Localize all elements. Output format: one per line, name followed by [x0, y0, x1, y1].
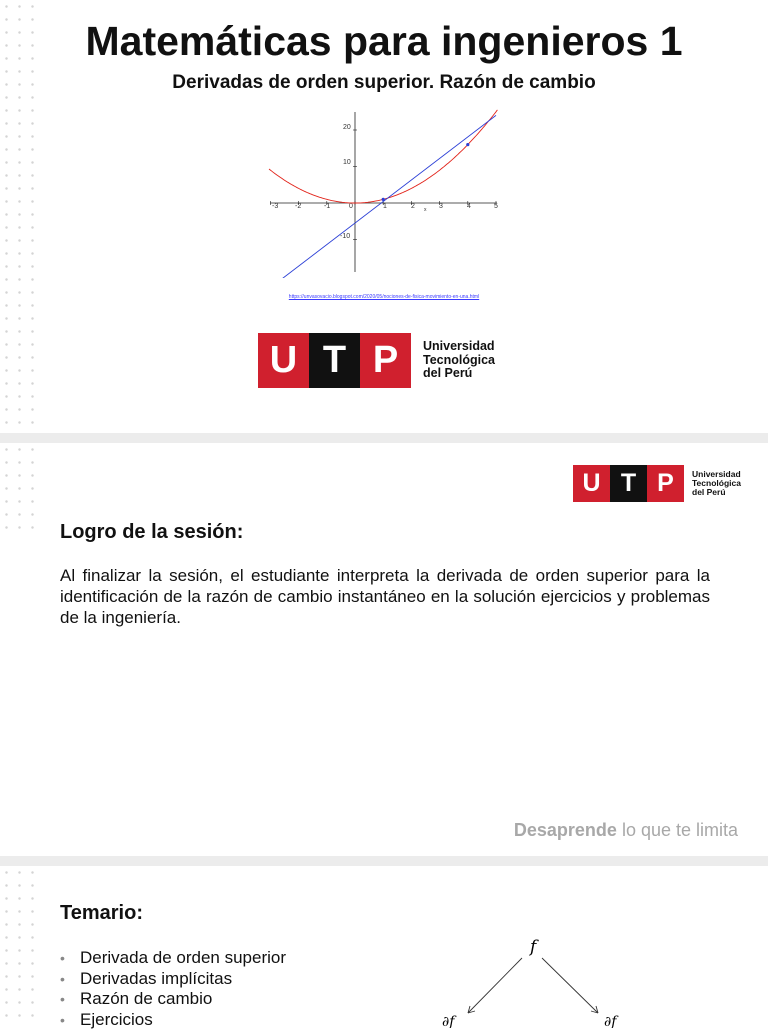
page-subtitle: Derivadas de orden superior. Razón de cambio — [0, 72, 768, 94]
utp-logo-letters — [258, 333, 411, 388]
slide-separator — [0, 433, 768, 443]
list-item: • Ejercicios — [60, 1010, 286, 1030]
y-tick-label: 10 — [343, 159, 351, 166]
tagline-bold: Desaprende — [514, 820, 617, 840]
utp-logo-letters — [573, 465, 684, 502]
utp-logo-small — [573, 465, 741, 502]
tree-branch-right — [542, 958, 598, 1013]
logo-letter-p: P — [647, 465, 684, 502]
list-item: • Razón de cambio — [60, 989, 286, 1010]
university-name-line: Tecnológica — [692, 479, 741, 488]
dot-pattern — [0, 443, 38, 533]
list-item: • Derivadas implícitas — [60, 969, 286, 990]
x-tick-label: 5 — [494, 203, 498, 210]
tick-marks — [270, 130, 496, 240]
slide-separator — [0, 856, 768, 866]
utp-logo — [258, 333, 495, 388]
university-name-line: Universidad — [692, 470, 741, 479]
y-tick-label: -10 — [340, 233, 350, 240]
function-curve — [269, 110, 497, 203]
x-tick-label: 2 — [411, 203, 415, 210]
intersection-point — [382, 198, 385, 201]
tree-branch-left — [468, 958, 522, 1013]
logo-letter-t: T — [610, 465, 647, 502]
tree-left-label: ∂f — [442, 1014, 457, 1028]
university-name-line: Universidad — [423, 340, 495, 354]
slide-title — [0, 0, 768, 433]
agenda-heading: Temario: — [60, 902, 143, 925]
objective-paragraph: Al finalizar la sesión, el estudiante interpreta la derivada de orden superior para la identificación de la razón de cambio instantáneo en la solución ejercicios y problemas de la ingeniería. — [60, 565, 710, 628]
tree-root-label: f — [528, 937, 539, 957]
tangent-line — [270, 115, 496, 278]
y-tick-label: 20 — [343, 124, 351, 131]
x-tick-label: 1 — [383, 203, 387, 210]
university-name-line: del Perú — [692, 488, 741, 497]
x-tick-label: -2 — [295, 203, 301, 210]
university-name-line: del Perú — [423, 367, 495, 381]
logo-letter-u: U — [258, 333, 309, 388]
x-tick-label: 0 — [349, 203, 353, 210]
logo-letter-t: T — [309, 333, 360, 388]
x-tick-label: 4 — [467, 203, 471, 210]
x-ticks — [272, 203, 498, 213]
objective-heading: Logro de la sesión: — [60, 521, 243, 544]
logo-letter-u: U — [573, 465, 610, 502]
partial-derivative-tree — [430, 928, 650, 1028]
x-tick-label: 3 — [439, 203, 443, 210]
x-axis-label: x — [424, 207, 427, 213]
list-item: • Derivada de orden superior — [60, 948, 286, 969]
tree-right-label: ∂f — [604, 1014, 619, 1028]
university-name-line: Tecnológica — [423, 354, 495, 368]
tagline-rest: lo que te limita — [617, 820, 738, 840]
graph-source-link[interactable]: https://unvasovacio.blogspot.com/2020/05/nociones-de-fisica-movimiento-en-una.html — [0, 294, 768, 300]
graph-axes — [270, 112, 497, 272]
page-title: Matemáticas para ingenieros 1 — [0, 18, 768, 65]
dot-pattern — [0, 866, 38, 1024]
x-tick-label: -1 — [324, 203, 330, 210]
slide-objective — [0, 443, 768, 863]
x-tick-label: -3 — [272, 203, 278, 210]
logo-letter-p: P — [360, 333, 411, 388]
tangent-point — [466, 143, 469, 146]
y-ticks — [340, 124, 351, 240]
tagline — [514, 820, 738, 841]
agenda-list — [60, 948, 286, 1030]
university-name — [692, 470, 741, 498]
university-name — [423, 340, 495, 381]
derivative-graph — [265, 108, 505, 278]
